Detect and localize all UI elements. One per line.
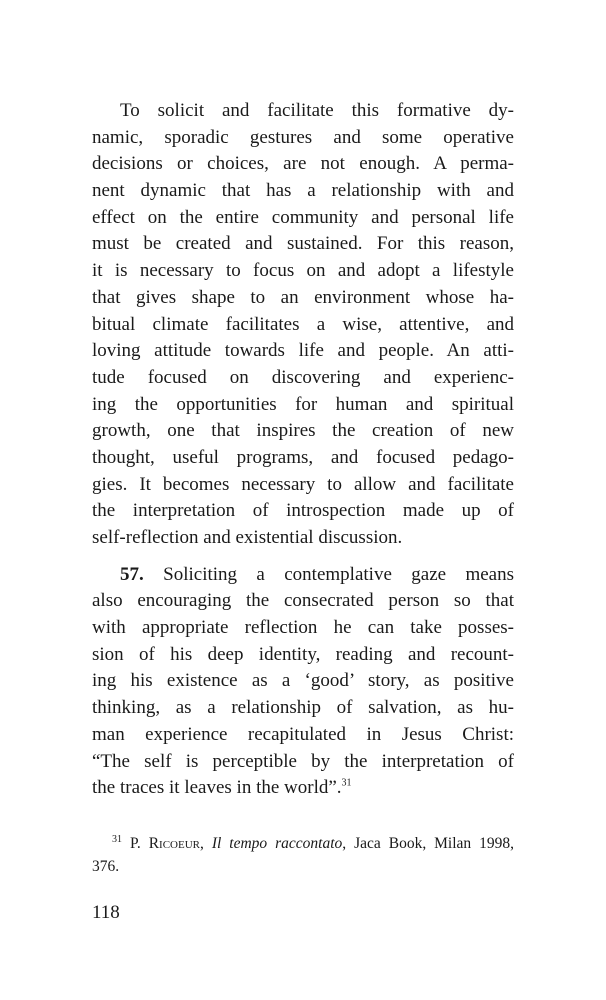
footnote-marker: 31 — [112, 833, 122, 845]
text-line: sion of his deep identity, reading and recount- — [92, 643, 514, 665]
text-fragment: the traces it leaves in the world”. — [92, 777, 342, 799]
book-title: Il tempo raccontato — [211, 835, 343, 852]
text-line: self-reflection and existential discussion. — [92, 527, 403, 548]
text-line: namic, sporadic gestures and some operative — [92, 126, 514, 148]
text-line: the interpretation of introspection made up of — [92, 500, 514, 522]
paragraph-57 — [92, 562, 514, 802]
text-line: must be created and sustained. For this reason, — [92, 233, 514, 255]
text-line: To solicit and facilitate this formative dy- — [120, 100, 514, 121]
paragraph-number: 57. — [120, 563, 144, 585]
text-line: gies. It becomes necessary to allow and facilitate — [92, 473, 514, 495]
text-line: “The self is perceptible by the interpretation of — [92, 750, 514, 772]
footnote-line: 376. — [92, 858, 120, 875]
text-line: man experience recapitulated in Jesus Christ: — [92, 723, 514, 745]
footnote-line — [92, 832, 514, 855]
text-line: thinking, as a relationship of salvation, as hu- — [92, 697, 514, 719]
text-line: thought, useful programs, and focused pedago- — [92, 446, 514, 468]
text-line: effect on the entire community and personal life — [92, 206, 514, 228]
text-line: decisions or choices, are not enough. A perma- — [92, 153, 514, 175]
text-line — [92, 562, 514, 589]
text-line: tude focused on discovering and experienc- — [92, 366, 514, 388]
text-line: that gives shape to an environment whose ha- — [92, 286, 514, 308]
separator: , — [200, 835, 212, 852]
text-line: loving attitude towards life and people. An atti- — [92, 340, 514, 362]
author-initial: P. — [129, 835, 149, 852]
footnote-reference[interactable]: 31 — [341, 777, 352, 789]
text-line: it is necessary to focus on and adopt a lifestyle — [92, 260, 514, 282]
text-line: with appropriate reflection he can take posses- — [92, 617, 514, 639]
text-line: nent dynamic that has a relationship with and — [92, 180, 514, 202]
text-line: bitual climate facilitates a wise, attentive, and — [92, 313, 514, 335]
author-surname: Ricoeur — [148, 835, 200, 852]
text-line: ing the opportunities for human and spiritual — [92, 393, 514, 415]
paragraph-1 — [92, 98, 514, 552]
text-line: ing his existence as a ‘good’ story, as positive — [92, 670, 514, 692]
text-line: also encouraging the consecrated person so that — [92, 590, 514, 612]
body-text — [92, 98, 514, 802]
page-number: 118 — [92, 902, 120, 923]
text-line: growth, one that inspires the creation of new — [92, 420, 514, 442]
text-line — [92, 775, 514, 802]
citation-rest: , Jaca Book, Milan 1998, — [342, 835, 515, 852]
footnote — [92, 832, 514, 878]
text-fragment: Soliciting a contemplative gaze means — [143, 563, 514, 585]
